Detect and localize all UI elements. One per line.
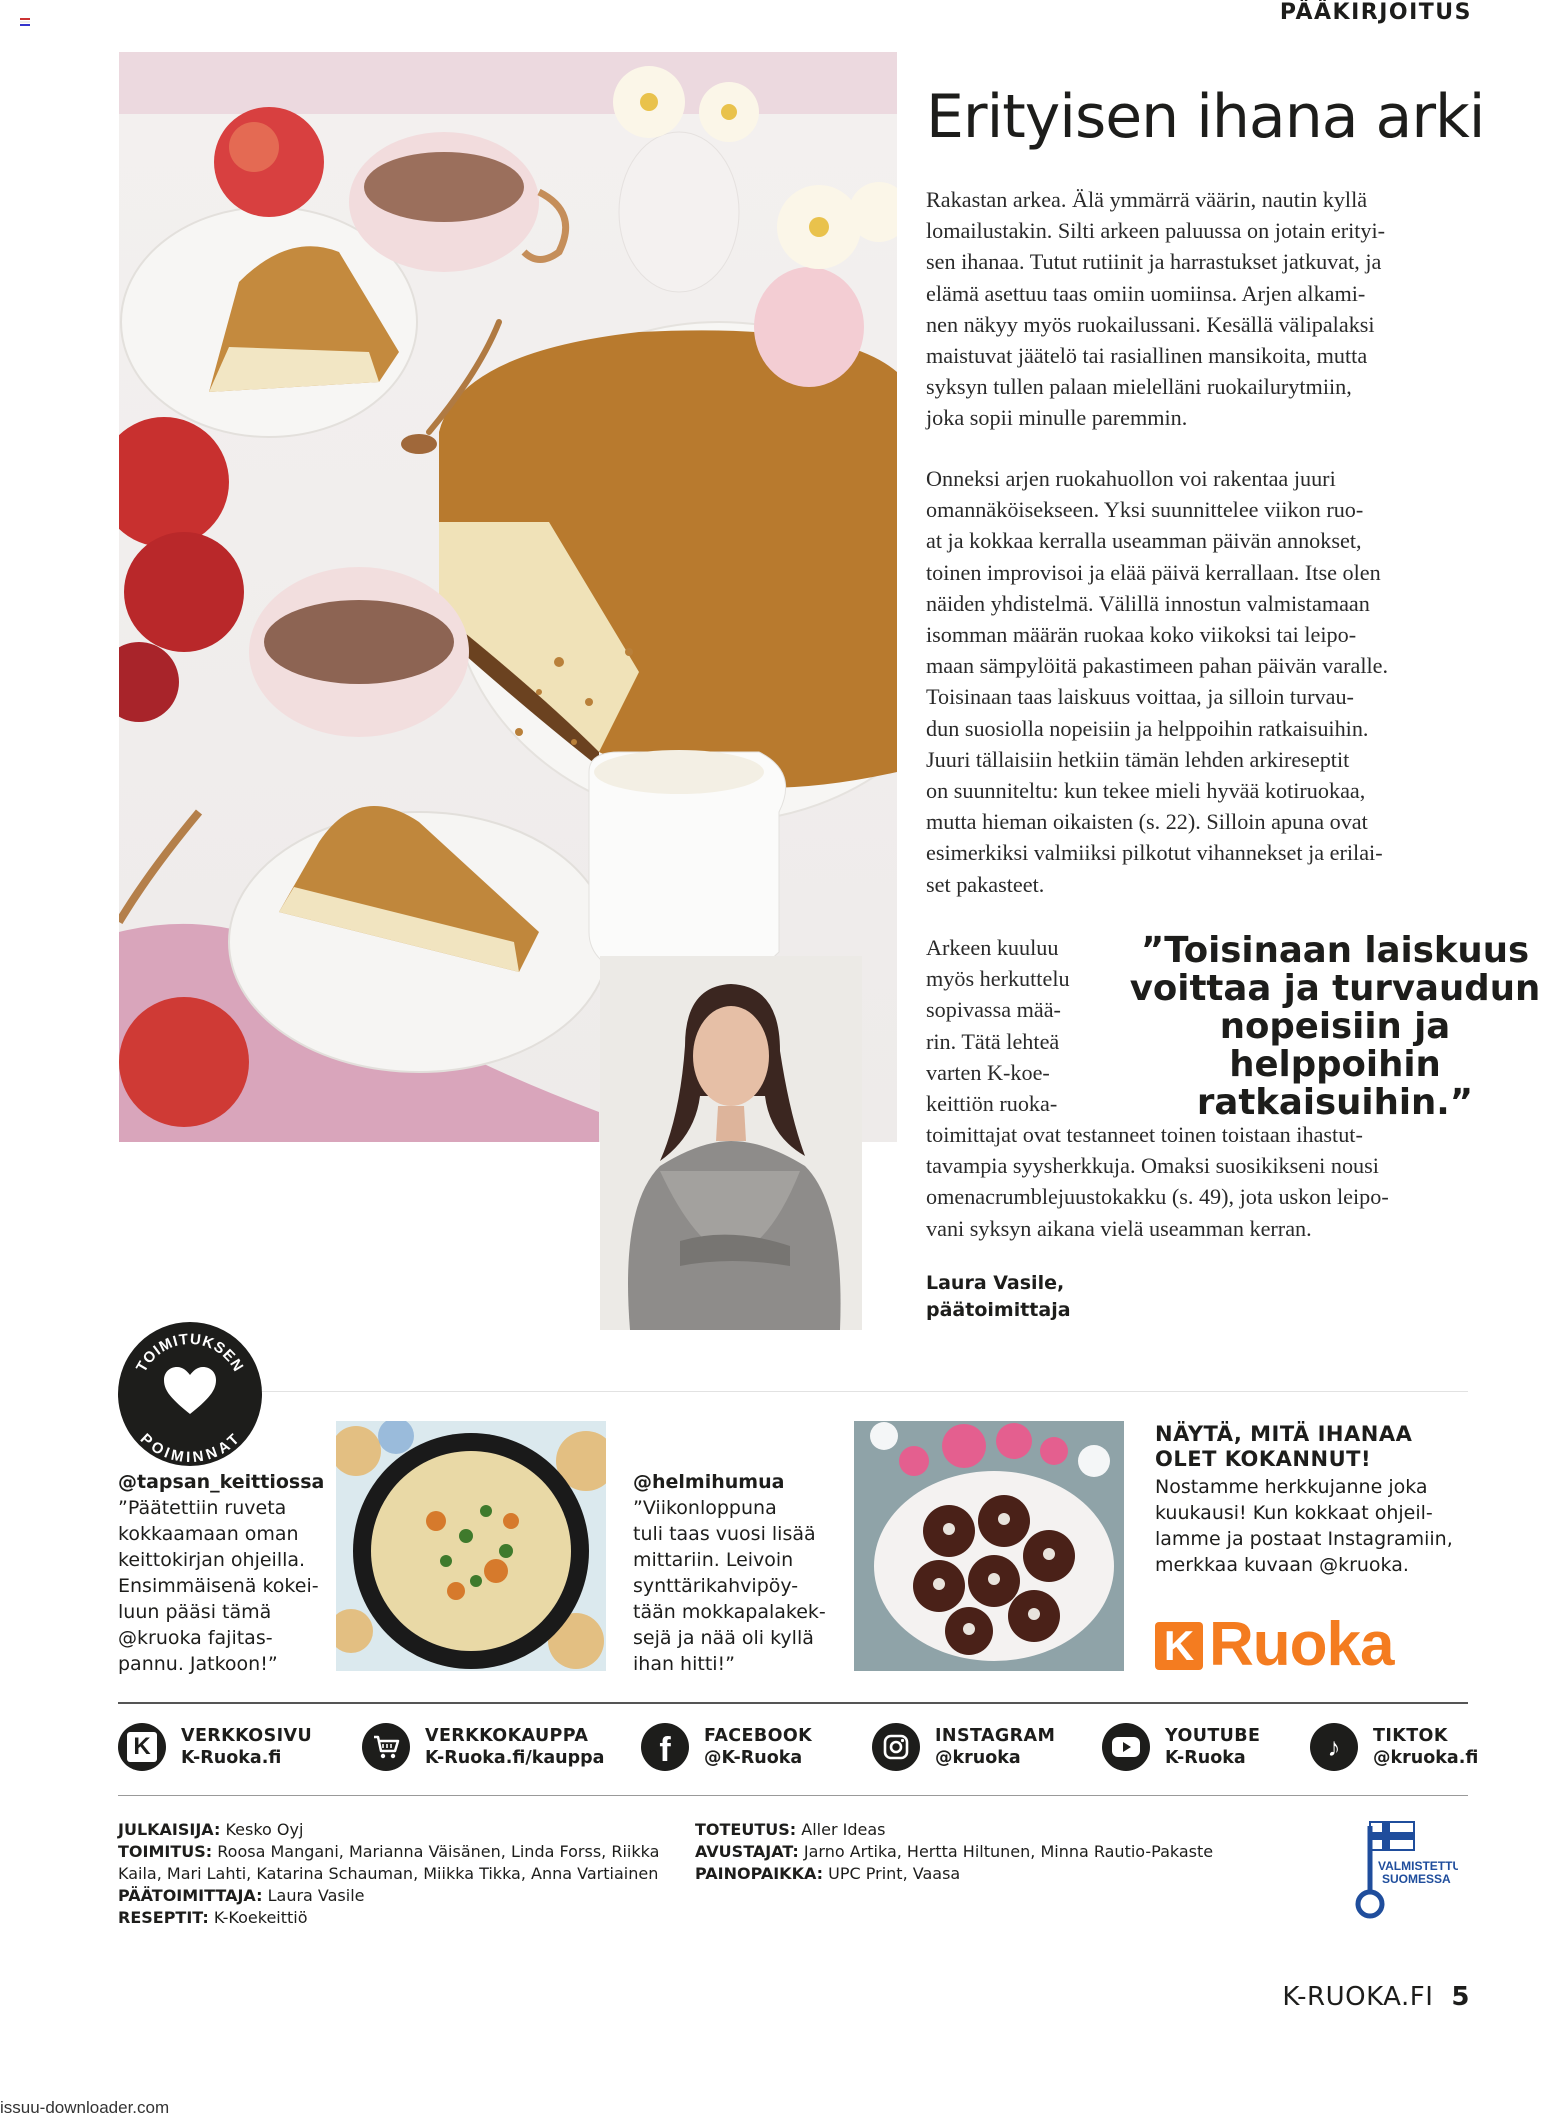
social-value[interactable]: K-Ruoka.fi — [181, 1748, 282, 1768]
text-line: toinen improvisoi ja elää päivä kerrallaan. Itse olen — [926, 559, 1381, 585]
social-label: INSTAGRAM — [935, 1726, 1056, 1746]
credit-label: TOIMITUS: — [118, 1842, 213, 1861]
text-line: omannäköisekseen. Yksi suunnittelee viikon ruo- — [926, 497, 1364, 523]
divider — [118, 1702, 1468, 1704]
text-line: rin. Tätä lehteä — [926, 1028, 1060, 1054]
text-line: on suunniteltu: kun tekee mieli hyvää kotiruokaa, — [926, 778, 1366, 804]
credit-production — [695, 1819, 1255, 1841]
credit-value: Jarno Artika, Hertta Hiltunen, Minna Rautio-Pakaste — [803, 1842, 1214, 1861]
text-line: at ja kokkaa kerralla useamman päivän annokset, — [926, 528, 1362, 554]
svg-text:POIMINNAT — [137, 1430, 243, 1466]
text-line: ihan hitti!” — [633, 1653, 736, 1675]
article-paragraph-3-column — [926, 932, 1116, 1119]
social-value[interactable]: K-Ruoka — [1165, 1748, 1246, 1768]
article-paragraph-3 — [926, 1119, 1476, 1244]
text-line: Arkeen kuuluu — [926, 935, 1059, 960]
social-value[interactable]: K-Ruoka.fi/kauppa — [425, 1748, 605, 1768]
facebook-glyph: f — [659, 1731, 671, 1769]
text-line: sopivassa mää- — [926, 997, 1061, 1023]
credit-editor-in-chief — [118, 1885, 678, 1907]
made-in-finland-key-icon — [1348, 1820, 1458, 1920]
credit-value: Kaila, Mari Lahti, Katarina Schauman, Miikka Tikka, Anna Vartiainen — [118, 1864, 659, 1883]
credit-contributors — [695, 1841, 1255, 1863]
text-line: tavampia syysherkkuja. Omaksi suosikikseni nousi — [926, 1153, 1379, 1179]
pick-photo-fajitas-pan — [336, 1421, 606, 1671]
text-line: toimittajat ovat testanneet toinen toistaan ihastut- — [926, 1122, 1363, 1147]
text-line: maan sämpylöitä pakastimeen pahan päivän varalle. — [926, 653, 1389, 679]
social-value[interactable]: @kruoka.fi — [1373, 1748, 1479, 1768]
page-number: 5 — [1451, 1982, 1470, 2012]
credit-label: PÄÄTOIMITTAJA: — [118, 1886, 263, 1905]
social-label: VERKKOKAUPPA — [425, 1726, 589, 1746]
pull-quote — [1120, 932, 1550, 1122]
credit-value: Aller Ideas — [801, 1820, 886, 1839]
cta-title — [1155, 1422, 1485, 1472]
social-text — [704, 1725, 812, 1769]
credit-label: JULKAISIJA: — [118, 1820, 221, 1839]
text-line: sen ihanaa. Tutut rutiinit ja harrastukset jatkuvat, ja — [926, 249, 1382, 275]
k-ruoka-logo — [1155, 1610, 1405, 1679]
text-line: Toisinaan taas laiskuus voittaa, ja silloin turvau- — [926, 684, 1354, 710]
credit-label: PAINOPAIKKA: — [695, 1864, 824, 1883]
instagram-icon — [872, 1723, 920, 1771]
text-line: Rakastan arkea. Älä ymmärrä väärin, nautin kyllä — [926, 187, 1368, 212]
facebook-icon — [641, 1723, 689, 1771]
social-link-instagram[interactable] — [872, 1723, 1055, 1771]
social-value[interactable]: @K-Ruoka — [704, 1748, 803, 1768]
social-text — [935, 1725, 1055, 1769]
signature — [926, 1270, 1071, 1324]
text-line: keittiön ruoka- — [926, 1091, 1058, 1117]
text-line: merkkaa kuvaan @kruoka. — [1155, 1554, 1409, 1576]
credit-label: TOTEUTUS: — [695, 1820, 797, 1839]
svg-text:TOIMITUKSEN — [133, 1331, 247, 1375]
k-logo-glyph: K — [127, 1732, 157, 1762]
divider — [118, 1391, 1468, 1392]
shopping-cart-icon — [362, 1723, 410, 1771]
text-line: sejä ja nää oli kyllä — [633, 1627, 814, 1649]
text-line: pannu. Jatkoon!” — [118, 1653, 278, 1675]
quote-line: voittaa ja turvaudun — [1129, 968, 1541, 1009]
text-line: joka sopii minulle paremmin. — [926, 405, 1188, 431]
text-line: synttärikahvipöy- — [633, 1575, 799, 1597]
credit-printing — [695, 1863, 1255, 1885]
text-line: omenacrumblejuustokakku (s. 49), jota uskon leipo- — [926, 1184, 1389, 1210]
text-line: Onneksi arjen ruokahuollon voi rakentaa juuri — [926, 466, 1336, 491]
social-label: TIKTOK — [1373, 1726, 1448, 1746]
text-line: esimerkiksi valmiiksi pilkotut vihannekset ja erilai- — [926, 840, 1383, 866]
article-paragraph-1 — [926, 184, 1476, 434]
social-link-youtube[interactable] — [1102, 1723, 1260, 1771]
social-value[interactable]: @kruoka — [935, 1748, 1021, 1768]
flag-mark-icon — [20, 18, 30, 26]
article-title: Erityisen ihana arki — [926, 82, 1485, 152]
text-line: Ensimmäisenä kokei- — [118, 1575, 319, 1597]
social-link-facebook[interactable] — [641, 1723, 812, 1771]
text-line: Juuri tällaisiin hetkiin tämän lehden arkireseptit — [926, 746, 1350, 772]
divider — [118, 1795, 1468, 1796]
page-footer — [1282, 1982, 1470, 2012]
quote-line: ratkaisuihin.” — [1196, 1082, 1474, 1123]
quote-line: ”Toisinaan laiskuus — [1140, 930, 1530, 971]
text-line: myös herkuttelu — [926, 966, 1070, 992]
pick-photo-mocha-cakes — [854, 1421, 1124, 1671]
credit-value: Roosa Mangani, Marianna Väisänen, Linda Forss, Riikka — [217, 1842, 660, 1861]
text-line: maistuvat jäätelö tai rasiallinen mansikoita, mutta — [926, 343, 1368, 369]
text-line: @kruoka fajitas- — [118, 1627, 273, 1649]
text-line: näiden yhdistelmä. Välillä innostun valmistamaan — [926, 590, 1370, 616]
credit-value: K-Koekeittiö — [213, 1908, 308, 1927]
text-line: isomman määrän ruokaa koko viikoksi tai leipo- — [926, 622, 1357, 648]
text-line: mittariin. Leivoin — [633, 1549, 794, 1571]
social-link-website[interactable] — [118, 1723, 312, 1771]
text-line: ”Päätettiin ruveta — [118, 1497, 287, 1519]
text-line: ”Viikonloppuna — [633, 1497, 777, 1519]
cta-title-line: NÄYTÄ, MITÄ IHANAA — [1155, 1422, 1413, 1446]
text-line: keittokirjan ohjeilla. — [118, 1549, 306, 1571]
badge-top-text: TOIMITUKSEN — [133, 1330, 247, 1376]
text-line: Nostamme herkkujanne joka — [1155, 1476, 1428, 1498]
credit-value: Kesko Oyj — [225, 1820, 304, 1839]
text-line: kuukausi! Kun kokkaat ohjeil- — [1155, 1502, 1433, 1524]
text-line: nen näkyy myös ruokailussani. Kesällä välipalaksi — [926, 311, 1375, 337]
text-line: lomailustakin. Silti arkeen paluussa on jotain erityi- — [926, 218, 1386, 244]
social-label: YOUTUBE — [1165, 1726, 1261, 1746]
text-line: tuli taas vuosi lisää — [633, 1523, 816, 1545]
tiktok-glyph: ♪ — [1327, 1731, 1341, 1762]
text-line: kokkaamaan oman — [118, 1523, 299, 1545]
pick-handle[interactable]: @tapsan_keittiossa — [118, 1471, 325, 1493]
signature-name: Laura Vasile, — [926, 1272, 1065, 1294]
instagram-call-to-action — [1155, 1422, 1485, 1578]
section-label: PÄÄKIRJOITUS — [1279, 0, 1472, 25]
pick-card-2 — [633, 1469, 843, 1677]
pick-card-1 — [118, 1469, 328, 1677]
quote-line: nopeisiin ja helppoihin — [1219, 1006, 1451, 1085]
heart-icon — [164, 1367, 216, 1414]
text-line: vani syksyn aikana vielä useamman kerran. — [926, 1215, 1312, 1241]
social-label: FACEBOOK — [704, 1726, 813, 1746]
text-line: mutta hieman oikaisten (s. 22). Silloin apuna ovat — [926, 809, 1368, 835]
made-in-finland-text-1: VALMISTETTU — [1378, 1859, 1458, 1873]
social-text — [181, 1725, 312, 1769]
credit-publisher — [118, 1819, 678, 1841]
text-line: set pakasteet. — [926, 871, 1045, 897]
text-line: luun pääsi tämä — [118, 1601, 272, 1623]
social-text — [1373, 1725, 1478, 1769]
credits-right — [695, 1819, 1255, 1885]
watermark: issuu-downloader.com — [0, 2098, 170, 2117]
social-link-webshop[interactable] — [362, 1723, 605, 1771]
text-line: syksyn tullen palaan mielelläni ruokailurytmiin, — [926, 374, 1352, 400]
credit-label: RESEPTIT: — [118, 1908, 209, 1927]
credit-label: AVUSTAJAT: — [695, 1842, 799, 1861]
credit-editorial — [118, 1841, 678, 1863]
social-text — [1165, 1725, 1260, 1769]
text-line: lamme ja postaat Instagramiin, — [1155, 1528, 1453, 1550]
portrait-photo-editor — [600, 956, 862, 1330]
k-logo-icon — [118, 1723, 166, 1771]
text-line: elämä asettuu taas omiin uomiinsa. Arjen alkami- — [926, 280, 1366, 306]
social-text — [425, 1725, 605, 1769]
credits-left — [118, 1819, 678, 1929]
tiktok-icon — [1310, 1723, 1358, 1771]
social-link-tiktok[interactable] — [1310, 1723, 1478, 1771]
footer-site[interactable]: K-RUOKA.FI — [1282, 1982, 1434, 2012]
credit-value: Laura Vasile — [267, 1886, 365, 1905]
editor-picks-badge — [118, 1322, 262, 1466]
cta-text — [1155, 1474, 1485, 1578]
cta-title-line: OLET KOKANNUT! — [1155, 1447, 1372, 1471]
social-label: VERKKOSIVU — [181, 1726, 313, 1746]
pick-handle[interactable]: @helmihumua — [633, 1471, 785, 1493]
k-ruoka-wordmark: Ruoka — [1209, 1610, 1394, 1679]
text-line: dun suosiolla nopeisiin ja helppoihin ratkaisuihin. — [926, 715, 1369, 741]
badge-bottom-text: POIMINNAT — [136, 1430, 244, 1466]
made-in-finland-text-2: SUOMESSA — [1382, 1872, 1451, 1886]
k-logo-mark: K — [1155, 1622, 1203, 1670]
text-line: varten K-koe- — [926, 1059, 1050, 1085]
signature-role: päätoimittaja — [926, 1299, 1071, 1321]
credit-recipes — [118, 1907, 678, 1929]
text-line: tään mokkapalakek- — [633, 1601, 826, 1623]
article-paragraph-2 — [926, 463, 1476, 900]
youtube-icon — [1102, 1723, 1150, 1771]
credit-value: UPC Print, Vaasa — [828, 1864, 961, 1883]
